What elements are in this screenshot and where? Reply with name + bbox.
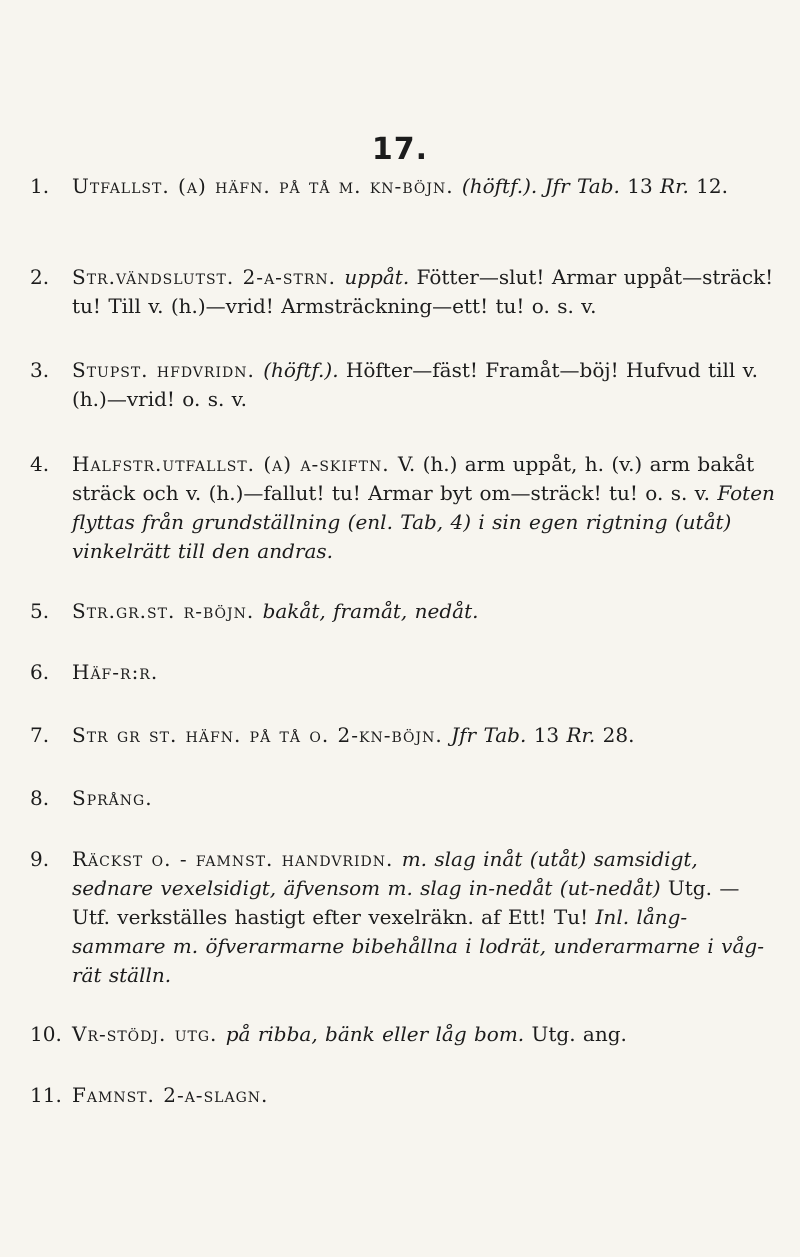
exercise-name: Stupst. hfdvridn.: [72, 358, 264, 382]
item-text-part: (höftf.). Jfr Tab.: [461, 174, 628, 198]
list-item: [30, 172, 775, 201]
item-number: 10.: [30, 1022, 62, 1046]
item-text: [72, 597, 775, 626]
item-text-part: Utg. — Utf. verkställes hastigt efter vexelräkn. af Ett! Tu!: [72, 876, 740, 929]
page-number: 17.: [371, 132, 429, 167]
item-text-part: bakåt, framåt, nedåt.: [262, 599, 479, 623]
exercise-name: Str gr st. häfn. på tå o. 2-kn-böjn.: [72, 723, 452, 747]
item-number: 4.: [30, 452, 50, 476]
item-text-part: uppåt.: [344, 265, 417, 289]
exercise-name: Halfstr.utfallst. (a) a-skiftn.: [72, 452, 398, 476]
item-text-part: m. slag inåt (utåt) samsidigt, sednare vexelsidigt, äfvensom m. slag in-nedåt (ut-nedåt): [72, 847, 698, 900]
item-text-part: Rr.: [660, 174, 697, 198]
item-number: 2.: [30, 265, 50, 289]
item-number: 5.: [30, 599, 50, 623]
item-number: 7.: [30, 723, 50, 747]
item-text: [72, 450, 775, 566]
item-text-part: (höftf.).: [263, 358, 346, 382]
list-item: [30, 450, 775, 566]
exercise-name: Häf-r:r.: [72, 660, 159, 684]
exercise-name: Utfallst. (a) häfn. på tå m. kn-böjn.: [72, 174, 462, 198]
item-text-part: Jfr Tab.: [451, 723, 534, 747]
list-item: [30, 784, 775, 813]
list-item: [30, 356, 775, 414]
item-text-part: 12.: [696, 174, 728, 198]
exercise-name: Str.vändslutst. 2-a-strn.: [72, 265, 345, 289]
item-number: 1.: [30, 174, 50, 198]
item-text-part: Inl. lång-sammare m. öfverarmarne bibehållna i lodrät, underarmarne i våg-rät ställn.: [72, 905, 764, 987]
item-text: [72, 784, 775, 813]
list-item: [30, 845, 775, 990]
item-text-part: Utg. ang.: [531, 1022, 627, 1046]
item-text-part: 13: [627, 174, 661, 198]
list-item: [30, 658, 775, 687]
item-text: [72, 172, 775, 201]
item-text-part: Fötter—slut! Armar uppåt—sträck! tu! Till v. (h.)—vrid! Armsträckning—ett! tu! o. s. v.: [72, 265, 774, 318]
list-item: [30, 263, 775, 321]
exercise-name: Räckst o. - famnst. handvridn.: [72, 847, 402, 871]
item-text: [72, 1020, 775, 1049]
exercise-name: Språng.: [72, 786, 153, 810]
exercise-name: Vr-stödj. utg.: [72, 1022, 226, 1046]
list-item: [30, 597, 775, 626]
list-item: [30, 1081, 775, 1110]
item-text: [72, 356, 775, 414]
item-text: [72, 263, 775, 321]
exercise-name: Famnst. 2-a-slagn.: [72, 1083, 269, 1107]
item-number: 6.: [30, 660, 50, 684]
item-text-part: på ribba, bänk eller låg bom.: [225, 1022, 532, 1046]
item-text: [72, 1081, 775, 1110]
item-text: [72, 658, 775, 687]
item-number: 8.: [30, 786, 50, 810]
item-text-part: 13: [533, 723, 567, 747]
item-text: [72, 845, 775, 990]
exercise-name: Str.gr.st. r-böjn.: [72, 599, 263, 623]
item-number: 3.: [30, 358, 50, 382]
list-item: [30, 721, 775, 750]
item-text-part: Rr.: [566, 723, 603, 747]
item-number: 11.: [30, 1083, 62, 1107]
item-text-part: V. (h.) arm uppåt, h. (v.) arm bakåt sträck och v. (h.)—fallut! tu! Armar byt om—sträck! tu! o. s. v.: [72, 452, 755, 505]
list-item: [30, 1020, 775, 1049]
item-text-part: Höfter—fäst! Framåt—böj! Hufvud till v. (h.)—vrid! o. s. v.: [72, 358, 758, 411]
item-text: [72, 721, 775, 750]
item-number: 9.: [30, 847, 50, 871]
item-text-part: Foten flyttas från grundställning (enl. Tab, 4) i sin egen rigtning (utåt) vinkelrätt till den andras.: [72, 481, 775, 563]
item-text-part: 28.: [602, 723, 635, 747]
